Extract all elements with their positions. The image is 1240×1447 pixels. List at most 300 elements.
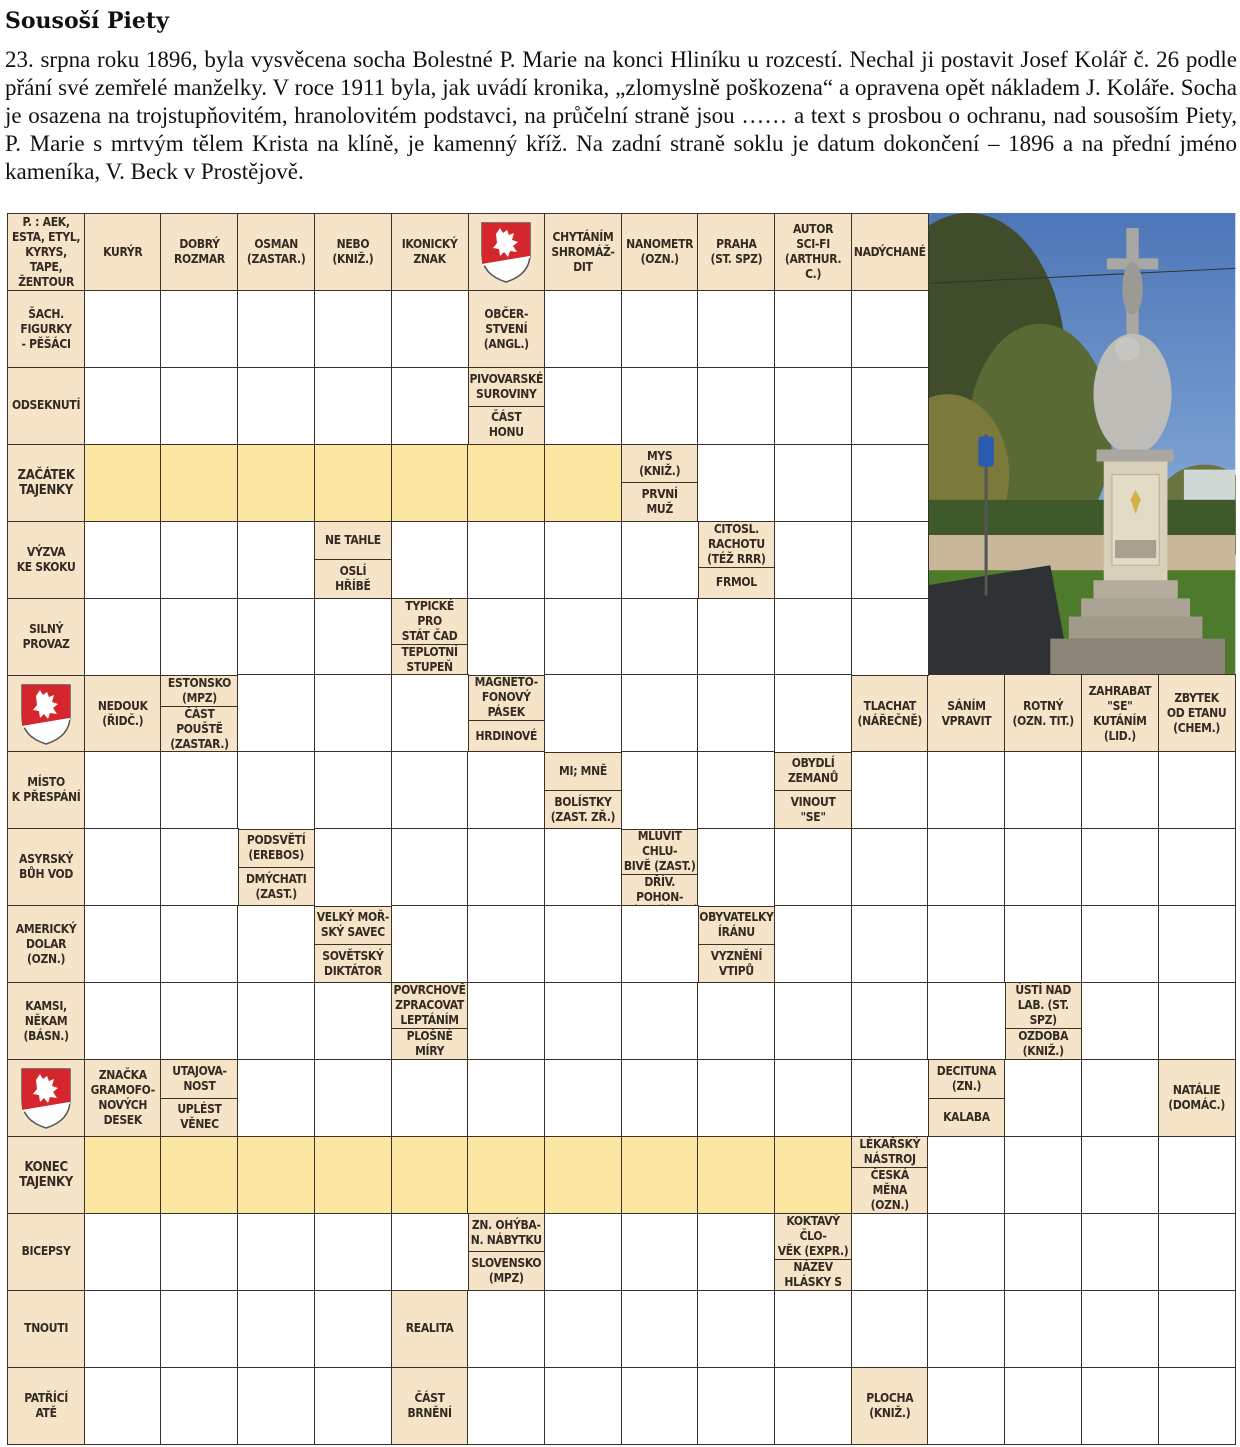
answer-cell[interactable] — [927, 1290, 1005, 1368]
secret-answer-cell[interactable] — [467, 1136, 545, 1214]
clue-text: CITOSL. RACHOTU (TÉŽ RRR) — [707, 521, 766, 566]
clue-cell — [84, 674, 162, 752]
clue-cell — [7, 598, 85, 676]
answer-cell[interactable] — [160, 982, 238, 1060]
answer-cell[interactable] — [1081, 982, 1159, 1060]
answer-cell[interactable] — [1158, 982, 1236, 1060]
answer-cell[interactable] — [544, 598, 622, 676]
answer-cell[interactable] — [467, 1059, 545, 1137]
answer-cell[interactable] — [391, 290, 469, 368]
answer-cell[interactable] — [621, 521, 699, 599]
answer-cell[interactable] — [237, 674, 315, 752]
clue-text: ESTONSKO (MPZ) — [167, 675, 232, 705]
answer-cell[interactable] — [544, 1367, 622, 1445]
answer-cell[interactable] — [621, 982, 699, 1060]
answer-cell[interactable] — [927, 905, 1005, 983]
answer-cell[interactable] — [160, 1213, 238, 1291]
answer-cell[interactable] — [621, 905, 699, 983]
answer-cell[interactable] — [391, 1059, 469, 1137]
clue-cell — [7, 905, 85, 983]
secret-answer-cell[interactable] — [697, 1136, 775, 1214]
clue-cell — [7, 290, 85, 368]
answer-cell[interactable] — [544, 905, 622, 983]
secret-answer-cell[interactable] — [391, 444, 469, 522]
clue-cell — [84, 213, 162, 291]
clue-cell — [1004, 982, 1082, 1060]
secret-answer-cell[interactable] — [544, 444, 622, 522]
clue-text: OBČER- STVENÍ (ANGL.) — [483, 306, 529, 351]
clue-cell — [774, 751, 852, 829]
clue-text: ČESKÁ MĚNA (OZN.) — [852, 1167, 928, 1213]
clue-text: LÉKAŘSKÝ NÁSTROJ — [859, 1136, 921, 1166]
answer-cell[interactable] — [314, 751, 392, 829]
answer-cell[interactable] — [774, 982, 852, 1060]
clue-text: MÍSTO K PŘESPÁNÍ — [11, 775, 81, 805]
answer-cell[interactable] — [467, 828, 545, 906]
answer-cell[interactable] — [851, 521, 929, 599]
clue-text: BICEPSY — [21, 1244, 71, 1259]
answer-cell[interactable] — [774, 444, 852, 522]
clue-cell — [7, 1213, 85, 1291]
answer-cell[interactable] — [84, 828, 162, 906]
answer-cell[interactable] — [391, 751, 469, 829]
answer-cell[interactable] — [1081, 1290, 1159, 1368]
answer-cell[interactable] — [1004, 751, 1082, 829]
secret-answer-cell[interactable] — [84, 444, 162, 522]
answer-cell[interactable] — [1158, 1213, 1236, 1291]
answer-cell[interactable] — [697, 674, 775, 752]
answer-cell[interactable] — [1004, 828, 1082, 906]
answer-cell[interactable] — [1081, 1213, 1159, 1291]
clue-text: KOKTAVÝ ČLO- VĚK (EXPR.) — [777, 1213, 849, 1258]
answer-cell[interactable] — [467, 905, 545, 983]
answer-cell[interactable] — [851, 1290, 929, 1368]
clue-text: NÁZEV HLÁSKY S — [775, 1259, 851, 1290]
answer-cell[interactable] — [851, 905, 929, 983]
clue-cell — [697, 521, 775, 599]
clue-cell — [467, 290, 545, 368]
clue-text: PATŘÍCÍ ATĚ — [24, 1390, 68, 1420]
answer-cell[interactable] — [467, 1367, 545, 1445]
answer-cell[interactable] — [160, 828, 238, 906]
clue-text: REALITA — [405, 1321, 454, 1336]
clue-text: TEPLOTNÍ STUPEŇ — [392, 644, 468, 675]
answer-cell[interactable] — [314, 1059, 392, 1137]
secret-answer-cell[interactable] — [544, 1136, 622, 1214]
clue-cell — [851, 1136, 929, 1214]
answer-cell[interactable] — [467, 521, 545, 599]
answer-cell[interactable] — [314, 1290, 392, 1368]
answer-cell[interactable] — [391, 521, 469, 599]
answer-cell[interactable] — [544, 521, 622, 599]
clue-cell — [927, 1059, 1005, 1137]
answer-cell[interactable] — [467, 982, 545, 1060]
clue-text: TYPICKÉ PRO STÁT ČAD — [401, 598, 458, 643]
answer-cell[interactable] — [774, 674, 852, 752]
clue-cell — [391, 982, 469, 1060]
answer-cell[interactable] — [851, 751, 929, 829]
clue-cell — [1004, 674, 1082, 752]
clue-text: PLOŠNÉ MÍRY — [392, 1028, 468, 1059]
coat-of-arms-icon — [7, 1059, 85, 1137]
clue-text: TNOUTI — [24, 1321, 69, 1336]
clue-text: POVRCHOVĚ ZPRACOVAT LEPTÁNÍM — [393, 983, 466, 1027]
secret-answer-cell[interactable] — [160, 444, 238, 522]
answer-cell[interactable] — [160, 1367, 238, 1445]
answer-cell[interactable] — [84, 1367, 162, 1445]
answer-cell[interactable] — [697, 828, 775, 906]
clue-text: ŠACH. FIGURKY - PĚŠÁCI — [20, 306, 72, 351]
answer-cell[interactable] — [1004, 905, 1082, 983]
answer-cell[interactable] — [467, 1290, 545, 1368]
answer-cell[interactable] — [621, 290, 699, 368]
answer-cell[interactable] — [851, 1059, 929, 1137]
secret-answer-cell[interactable] — [467, 444, 545, 522]
clue-text: VÝZVA KE SKOKU — [16, 544, 76, 574]
answer-cell[interactable] — [84, 905, 162, 983]
answer-cell[interactable] — [160, 367, 238, 445]
answer-cell[interactable] — [84, 521, 162, 599]
answer-cell[interactable] — [314, 828, 392, 906]
clue-text: NE TAHLE — [324, 532, 381, 547]
answer-cell[interactable] — [621, 367, 699, 445]
answer-cell[interactable] — [851, 828, 929, 906]
clue-cell — [467, 674, 545, 752]
answer-cell[interactable] — [927, 828, 1005, 906]
answer-cell[interactable] — [237, 751, 315, 829]
clue-cell — [1081, 674, 1159, 752]
answer-cell[interactable] — [544, 290, 622, 368]
clue-text: DŘÍV. POHON- — [622, 874, 698, 920]
clue-text: OSLÍ HŘÍBĚ — [315, 559, 391, 598]
answer-cell[interactable] — [391, 367, 469, 445]
answer-cell[interactable] — [84, 982, 162, 1060]
answer-cell[interactable] — [160, 290, 238, 368]
answer-cell[interactable] — [84, 751, 162, 829]
answer-cell[interactable] — [467, 751, 545, 829]
secret-answer-cell[interactable] — [621, 1136, 699, 1214]
answer-cell[interactable] — [774, 290, 852, 368]
answer-cell[interactable] — [314, 1213, 392, 1291]
clue-cell — [84, 1059, 162, 1137]
answer-cell[interactable] — [1004, 1367, 1082, 1445]
clue-cell — [851, 674, 929, 752]
answer-cell[interactable] — [237, 1213, 315, 1291]
answer-cell[interactable] — [237, 290, 315, 368]
answer-cell[interactable] — [621, 751, 699, 829]
answer-cell[interactable] — [160, 751, 238, 829]
secret-answer-cell[interactable] — [314, 1136, 392, 1214]
answer-cell[interactable] — [160, 598, 238, 676]
answer-cell[interactable] — [160, 905, 238, 983]
answer-cell[interactable] — [774, 1059, 852, 1137]
answer-cell[interactable] — [160, 1290, 238, 1368]
clue-cell — [391, 1290, 469, 1368]
clue-cell — [7, 828, 85, 906]
clue-text: TLACHAT (NÁŘEČNĚ) — [857, 698, 923, 728]
clue-text: CHYTÁNÍM SHROMÁŽ- DIT — [551, 229, 615, 274]
answer-cell[interactable] — [621, 1059, 699, 1137]
answer-cell[interactable] — [1158, 1290, 1236, 1368]
clue-text: KAMSI, NĚKAM (BÁSN.) — [23, 998, 69, 1043]
answer-cell[interactable] — [544, 1059, 622, 1137]
answer-cell[interactable] — [927, 751, 1005, 829]
article-title: Sousoší Piety — [5, 8, 169, 34]
clue-cell — [7, 982, 85, 1060]
answer-cell[interactable] — [391, 674, 469, 752]
clue-cell — [1158, 674, 1236, 752]
answer-cell[interactable] — [697, 444, 775, 522]
clue-cell — [621, 213, 699, 291]
clue-text: NEDOUK (ŘIDČ.) — [97, 698, 148, 728]
answer-cell[interactable] — [1004, 1213, 1082, 1291]
clue-text: HRDINOVÉ — [468, 720, 544, 751]
answer-cell[interactable] — [84, 1213, 162, 1291]
answer-cell[interactable] — [851, 290, 929, 368]
answer-cell[interactable] — [544, 982, 622, 1060]
clue-cell — [7, 213, 85, 291]
clue-text: NATÁLIE (DOMÁC.) — [1168, 1083, 1225, 1113]
clue-text: VELKÝ MOŘ- SKÝ SAVEC — [316, 909, 390, 939]
clue-text: MAGNETO- FONOVÝ PÁSEK — [474, 675, 538, 720]
clue-cell — [7, 751, 85, 829]
answer-cell[interactable] — [391, 905, 469, 983]
clue-text: ČÁST BRNĚNÍ — [407, 1390, 452, 1420]
answer-cell[interactable] — [1081, 1059, 1159, 1137]
clue-cell — [927, 674, 1005, 752]
answer-cell[interactable] — [544, 1290, 622, 1368]
secret-answer-cell[interactable] — [391, 1136, 469, 1214]
clue-cell — [314, 213, 392, 291]
answer-cell[interactable] — [927, 1213, 1005, 1291]
answer-cell[interactable] — [851, 444, 929, 522]
clue-cell — [544, 751, 622, 829]
clue-text: OBYVATELKY ÍRÁNU — [699, 909, 774, 939]
answer-cell[interactable] — [851, 982, 929, 1060]
clue-cell — [467, 367, 545, 445]
answer-cell[interactable] — [774, 367, 852, 445]
clue-text: BOLÍSTKY (ZAST. ZŘ.) — [545, 790, 621, 829]
pieta-statue-photo — [927, 213, 1235, 676]
answer-cell[interactable] — [237, 1059, 315, 1137]
answer-cell[interactable] — [774, 521, 852, 599]
answer-cell[interactable] — [621, 1290, 699, 1368]
clue-cell — [160, 674, 238, 752]
answer-cell[interactable] — [84, 367, 162, 445]
answer-cell[interactable] — [314, 982, 392, 1060]
answer-cell[interactable] — [1158, 751, 1236, 829]
answer-cell[interactable] — [1158, 828, 1236, 906]
clue-cell — [391, 213, 469, 291]
clue-text: NADÝCHANÉ — [853, 244, 926, 259]
answer-cell[interactable] — [697, 367, 775, 445]
clue-cell — [314, 521, 392, 599]
answer-cell[interactable] — [697, 1290, 775, 1368]
answer-cell[interactable] — [544, 828, 622, 906]
answer-cell[interactable] — [774, 1367, 852, 1445]
answer-cell[interactable] — [391, 1213, 469, 1291]
answer-cell[interactable] — [1081, 751, 1159, 829]
clue-text: KONEC TAJENKY — [19, 1159, 73, 1190]
clue-text: KALABA — [928, 1098, 1004, 1137]
clue-cell — [391, 1367, 469, 1445]
clue-text: KURÝR — [103, 244, 143, 259]
answer-cell[interactable] — [544, 1213, 622, 1291]
clue-text: UPLÉST VĚNEC — [161, 1098, 237, 1137]
answer-cell[interactable] — [237, 1367, 315, 1445]
answer-cell[interactable] — [1004, 1136, 1082, 1214]
answer-cell[interactable] — [1004, 1059, 1082, 1137]
answer-cell[interactable] — [237, 982, 315, 1060]
clue-text: SILNÝ PROVAZ — [22, 621, 70, 651]
answer-cell[interactable] — [774, 598, 852, 676]
answer-cell[interactable] — [314, 367, 392, 445]
answer-cell[interactable] — [84, 598, 162, 676]
answer-cell[interactable] — [927, 1136, 1005, 1214]
answer-cell[interactable] — [1081, 1136, 1159, 1214]
clue-cell — [697, 905, 775, 983]
clue-cell — [467, 1213, 545, 1291]
answer-cell[interactable] — [697, 290, 775, 368]
answer-cell[interactable] — [237, 1290, 315, 1368]
clue-cell — [391, 598, 469, 676]
answer-cell[interactable] — [774, 828, 852, 906]
answer-cell[interactable] — [697, 1059, 775, 1137]
clue-text: PIVOVARSKÉ SUROVINY — [469, 371, 544, 401]
clue-text: DMÝCHATI (ZAST.) — [238, 867, 314, 906]
clue-text: P. : AEK, ESTA, ETYL, KYRYS, TAPE, ŽENTOUR — [11, 214, 81, 289]
clue-text: PRAHA (ST. SPZ) — [710, 237, 763, 267]
clue-cell — [7, 521, 85, 599]
clue-cell — [621, 444, 699, 522]
answer-cell[interactable] — [314, 674, 392, 752]
clue-cell — [851, 1367, 929, 1445]
clue-text: DOBRÝ ROZMAR — [174, 237, 225, 267]
secret-answer-cell[interactable] — [160, 1136, 238, 1214]
crossword-grid — [7, 213, 1234, 1443]
clue-text: ÚSTÍ NAD LAB. (ST. SPZ) — [1015, 983, 1071, 1027]
answer-cell[interactable] — [1158, 905, 1236, 983]
clue-text: PODSVĚTÍ (EREBOS) — [246, 833, 306, 863]
answer-cell[interactable] — [237, 521, 315, 599]
clue-text: SOVĚTSKÝ DIKTÁTOR — [315, 944, 391, 983]
answer-cell[interactable] — [697, 751, 775, 829]
clue-text: PLOCHA (KNIŽ.) — [866, 1390, 914, 1420]
answer-cell[interactable] — [84, 1290, 162, 1368]
clue-text: VYZNĚNÍ VTIPŮ — [698, 944, 774, 983]
answer-cell[interactable] — [84, 290, 162, 368]
clue-text: ZNAČKA GRAMOFO- NOVÝCH DESEK — [90, 1068, 155, 1128]
answer-cell[interactable] — [314, 598, 392, 676]
answer-cell[interactable] — [314, 290, 392, 368]
answer-cell[interactable] — [237, 367, 315, 445]
answer-cell[interactable] — [544, 367, 622, 445]
clue-cell — [851, 213, 929, 291]
answer-cell[interactable] — [927, 982, 1005, 1060]
clue-cell — [160, 213, 238, 291]
answer-cell[interactable] — [391, 828, 469, 906]
clue-cell — [7, 367, 85, 445]
clue-text: VINOUT "SE" — [775, 790, 851, 829]
answer-cell[interactable] — [1158, 1136, 1236, 1214]
answer-cell[interactable] — [851, 598, 929, 676]
answer-cell[interactable] — [237, 598, 315, 676]
clue-cell — [160, 1059, 238, 1137]
clue-text: DECITUNA (ZN.) — [936, 1063, 997, 1093]
clue-text: OZDOBA (KNIŽ.) — [1005, 1028, 1081, 1059]
coat-of-arms-icon — [467, 213, 545, 291]
clue-cell — [237, 213, 315, 291]
answer-cell[interactable] — [697, 598, 775, 676]
answer-cell[interactable] — [621, 598, 699, 676]
secret-answer-cell[interactable] — [237, 444, 315, 522]
answer-cell[interactable] — [774, 905, 852, 983]
secret-answer-cell[interactable] — [774, 1136, 852, 1214]
answer-cell[interactable] — [774, 1290, 852, 1368]
clue-cell — [774, 1213, 852, 1291]
clue-text: MLUVIT CHLU- BIVĚ (ZAST.) — [623, 829, 696, 874]
clue-cell — [544, 213, 622, 291]
answer-cell[interactable] — [851, 1213, 929, 1291]
answer-cell[interactable] — [697, 1367, 775, 1445]
clue-text: MI; MNĚ — [559, 763, 607, 778]
answer-cell[interactable] — [1081, 905, 1159, 983]
clue-text: NANOMETR (OZN.) — [626, 237, 694, 267]
clue-text: SLOVENSKO (MPZ) — [468, 1251, 544, 1290]
clue-text: ZAČÁTEK TAJENKY — [17, 467, 75, 498]
answer-cell[interactable] — [467, 598, 545, 676]
answer-cell[interactable] — [697, 982, 775, 1060]
answer-cell[interactable] — [621, 1213, 699, 1291]
clue-text: ČÁST HONU — [468, 406, 544, 445]
clue-text: PRVNÍ MUŽ — [622, 482, 698, 521]
clue-cell — [7, 444, 85, 522]
secret-answer-cell[interactable] — [237, 1136, 315, 1214]
answer-cell[interactable] — [160, 521, 238, 599]
clue-text: MYS (KNIŽ.) — [639, 448, 681, 478]
clue-text: ZN. OHÝBA- N. NÁBYTKU — [470, 1217, 542, 1247]
clue-text: ZBYTEK OD ETANU (CHEM.) — [1166, 691, 1227, 736]
coat-of-arms-icon — [7, 674, 85, 752]
answer-cell[interactable] — [1004, 1290, 1082, 1368]
secret-answer-cell[interactable] — [84, 1136, 162, 1214]
answer-cell[interactable] — [1081, 1367, 1159, 1445]
clue-text: IKONICKÝ ZNAK — [401, 237, 458, 267]
clue-cell — [1158, 1059, 1236, 1137]
answer-cell[interactable] — [621, 674, 699, 752]
answer-cell[interactable] — [621, 1367, 699, 1445]
clue-text: OSMAN (ZASTAR.) — [246, 237, 306, 267]
answer-cell[interactable] — [544, 674, 622, 752]
answer-cell[interactable] — [1081, 828, 1159, 906]
clue-cell — [7, 1290, 85, 1368]
answer-cell[interactable] — [237, 905, 315, 983]
clue-text: ZAHRABAT "SE" KUTÁNÍM (LID.) — [1088, 683, 1152, 743]
clue-text: ASYRSKÝ BŮH VOD — [19, 852, 74, 882]
clue-text: AUTOR SCI-FI (ARTHUR. C.) — [784, 222, 842, 282]
answer-cell[interactable] — [697, 1213, 775, 1291]
clue-text: FRMOL — [698, 567, 774, 598]
answer-cell[interactable] — [851, 367, 929, 445]
clue-cell — [7, 1136, 85, 1214]
clue-text: OBYDLÍ ZEMANŮ — [787, 756, 839, 786]
answer-cell[interactable] — [927, 1367, 1005, 1445]
answer-cell[interactable] — [1158, 1367, 1236, 1445]
secret-answer-cell[interactable] — [314, 444, 392, 522]
clue-cell — [314, 905, 392, 983]
clue-cell — [7, 1367, 85, 1445]
answer-cell[interactable] — [314, 1367, 392, 1445]
